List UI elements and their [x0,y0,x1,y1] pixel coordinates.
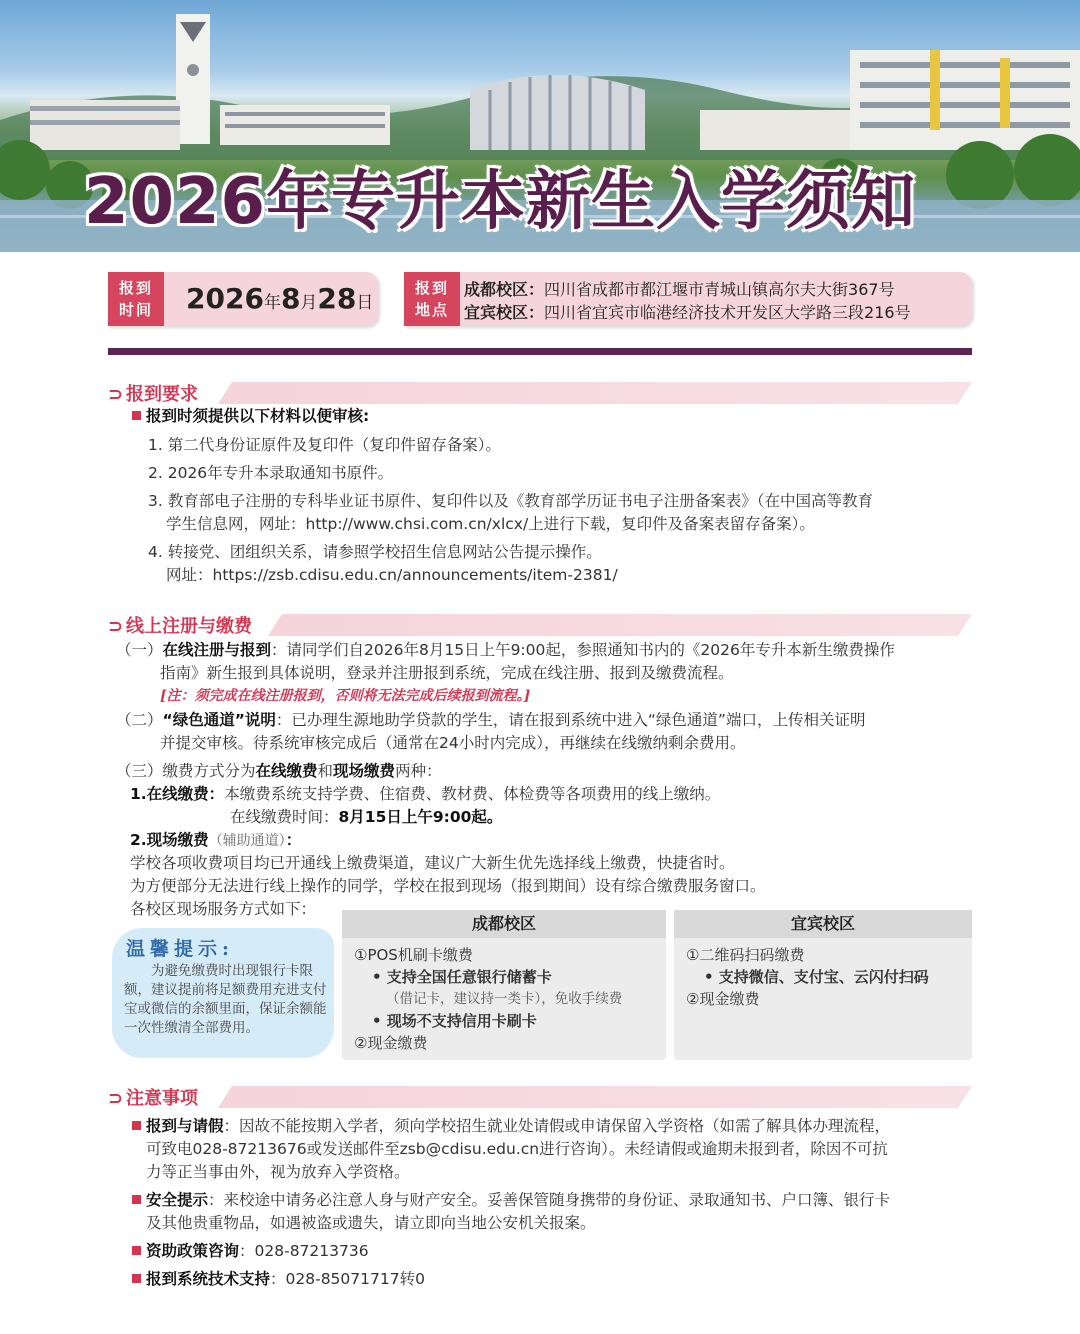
list-item: ②现金缴费 [354,1034,428,1052]
p2-text: ：已办理生源地助学贷款的学生，请在报到系统中进入“绿色通道”端口，上传相关证明 [275,711,866,729]
section-title-text: 线上注册与缴费 [126,616,252,637]
note-aid-label: 资助政策咨询 [146,1242,240,1260]
campus-banner [0,0,1080,252]
time-tag-line2: 时间 [118,301,153,319]
p1-prefix: （一） [116,641,163,659]
onsite-colon: ： [285,831,302,849]
warm-tip-title: 温馨提示: [126,938,235,960]
note-safety-l2: 及其他贵重物品，如遇被盗或遗失，请立即向当地公安机关报案。 [146,1214,596,1232]
section-title [108,380,208,406]
warm-tip-body: 为避免缴费时出现银行卡限额，建议提前将足额费用充进支付宝或微信的余额里面，保证余额能一次性缴清全部费用。 [124,963,327,1036]
note-safety-label: 安全提示 [146,1191,209,1209]
payment-methods [116,760,442,783]
return-arrow-icon: ⊃ [108,1088,124,1109]
p2-prefix: （二） [116,711,163,729]
chengdu-campus-name: 成都校区 [464,280,529,299]
online-payment [130,783,720,806]
return-arrow-icon: ⊃ [108,616,124,637]
online-payment-label: 1.在线缴费： [130,785,225,803]
section-notes [108,1084,972,1110]
section-title [108,1084,208,1110]
place-tag-line2: 地点 [414,301,449,319]
p2-bold: “绿色通道”说明 [162,711,276,729]
online-payment-time [230,806,502,829]
registration-time-tag [108,272,164,326]
onsite-line3: 各校区现场服务方式如下： [130,900,317,918]
section-title-text: 报到要求 [126,384,198,405]
online-registration-paragraph [116,639,895,662]
p3-and: 和 [317,762,334,780]
list-item: 1. 第二代身份证原件及复印件（复印件留存备案）。 [148,436,501,454]
onsite-payment-label: 2.现场缴费 [130,831,209,849]
registration-date [186,282,373,315]
list-item: 2. 2026年专升本录取通知书原件。 [148,464,394,482]
list-item: • 支持全国任意银行储蓄卡 [372,968,552,986]
materials-lead [132,405,369,428]
note-safety-text: ：来校途中请务必注意人身与财产安全。妥善保管随身携带的身份证、录取通知书、户口簿、银行卡 [208,1191,891,1209]
time-tag-line1: 报到 [118,279,153,297]
list-item: • 支持微信、支付宝、云闪付扫码 [704,968,929,986]
note-leave-l2: 可致电028-87213676或发送邮件至zsb@cdisu.edu.cn进行咨询）。未经请假或逾期未报到者，除因不可抗 [146,1140,888,1158]
registration-place-tag [404,272,460,326]
list-item: • 现场不支持信用卡刷卡 [372,1012,537,1030]
place-tag-line1: 报到 [414,279,449,297]
note-aid-phone: ：028-87213736 [239,1242,369,1260]
section-bar [218,382,972,404]
section-bar [268,614,972,636]
announcement-url[interactable]: 网址：https://zsb.cdisu.edu.cn/announcements/item-2381/ [166,566,618,584]
onsite-line2: 为方便部分无法进行线上操作的同学，学校在报到现场（报到期间）设有综合缴费服务窗口。 [130,877,766,895]
chengdu-campus-head: 成都校区 [342,910,666,938]
chengdu-campus-payment [342,910,666,1060]
p3-onsite: 现场缴费 [333,762,396,780]
note-tech-support [132,1268,425,1291]
section-title-text: 注意事项 [126,1088,198,1109]
list-item: 4. 转接党、团组织关系，请参照学校招生信息网站公告提示操作。 [148,543,602,561]
note-leave [132,1115,890,1138]
page-title: 2026年专升本新生入学须知 [83,165,917,239]
p1-text: ：请同学们自2026年8月15日上午9:00起，参照通知书内的《2026年专升本新生缴费操作 [271,641,895,659]
list-item: 3. 教育部电子注册的专科毕业证书原件、复印件以及《教育部学历证书电子注册备案表》（在中国高等教育 [148,492,873,510]
yibin-campus-body [674,938,972,1016]
section-online-registration [108,612,972,638]
section-bar [218,1086,972,1108]
date-year: 2026 [186,282,264,315]
online-time-value: 8月15日上午9:00起。 [338,808,503,826]
date-month-unit: 月 [300,293,318,313]
note-leave-text: ：因故不能按期入学者，须向学校招生就业处请假或申请保留入学资格（如需了解具体办理流程， [223,1117,891,1135]
registration-time-box [108,272,378,326]
note-safety [132,1189,890,1212]
return-arrow-icon: ⊃ [108,384,124,405]
date-month: 8 [280,282,301,315]
registration-info [108,272,972,328]
green-channel-paragraph-l2: 并提交审核。待系统审核完成后（通常在24小时内完成），再继续在线缴纳剩余费用。 [160,734,746,752]
note-leave-l3: 力等正当事由外，视为放弃入学资格。 [146,1163,410,1181]
square-bullet-icon [132,1274,141,1283]
list-item: ①二维码扫码缴费 [686,946,805,964]
warm-tip-bubble [112,928,334,1058]
onsite-line1: 学校各项收费项目均已开通线上缴费渠道，建议广大新生优先选择线上缴费，快捷省时。 [130,854,735,872]
list-item: （借记卡，建议持一类卡），免收手续费 [386,991,623,1007]
yibin-campus-address: 四川省宜宾市临港经济技术开发区大学路三段216号 [544,303,911,322]
square-bullet-icon [132,1246,141,1255]
date-day: 28 [317,282,357,315]
yibin-address: 宜宾校区：四川省宜宾市临港经济技术开发区大学路三段216号 [464,303,911,322]
square-bullet-icon [132,1121,141,1130]
yibin-campus-payment [674,910,972,1060]
section-registration-requirements [108,380,972,406]
square-bullet-icon [132,411,141,420]
list-item: ②现金缴费 [686,990,760,1008]
materials-lead-text: 报到时须提供以下材料以便审核: [146,407,370,425]
online-registration-paragraph-l2: 指南》新生报到具体说明，登录并注册报到系统，完成在线注册、报到及缴费流程。 [160,664,734,682]
yibin-campus-name: 宜宾校区 [464,303,529,322]
note-tech-phone: ：028-85071717转0 [270,1270,425,1288]
onsite-aux-label: （辅助通道） [208,833,286,849]
chengdu-campus-body [342,938,666,1060]
note-tech-label: 报到系统技术支持 [146,1270,271,1288]
note-aid-contact [132,1240,369,1263]
onsite-payment [130,829,301,853]
online-payment-text: 本缴费系统支持学费、住宿费、教材费、体检费等各项费用的线上缴纳。 [224,785,721,803]
p3-prefix: （三）缴费方式分为 [116,762,256,780]
header-divider [108,348,972,355]
p1-bold: 在线注册与报到 [162,641,272,659]
list-item-continued: 学生信息网，网址：http://www.chsi.com.cn/xlcx/上进行下载，复印件及备案表留存备案）。 [166,515,815,533]
p3-suffix: 两种： [395,762,442,780]
registration-place-box [404,272,972,326]
online-time-label: 在线缴费时间： [230,808,339,826]
green-channel-paragraph [116,709,865,732]
chengdu-campus-address: 四川省成都市都江堰市青城山镇高尔夫大街367号 [544,280,895,299]
square-bullet-icon [132,1195,141,1204]
date-day-unit: 日 [356,293,374,313]
date-year-unit: 年 [263,293,281,313]
list-item: ①POS机刷卡缴费 [354,946,473,964]
note-leave-label: 报到与请假 [146,1117,224,1135]
chengdu-address: 成都校区：四川省成都市都江堰市青城山镇高尔夫大街367号 [464,280,895,299]
section-title [108,612,262,638]
yibin-campus-head: 宜宾校区 [674,910,972,938]
registration-note: [注：须完成在线注册报到，否则将无法完成后续报到流程。] [160,688,531,704]
p3-online: 在线缴费 [255,762,318,780]
